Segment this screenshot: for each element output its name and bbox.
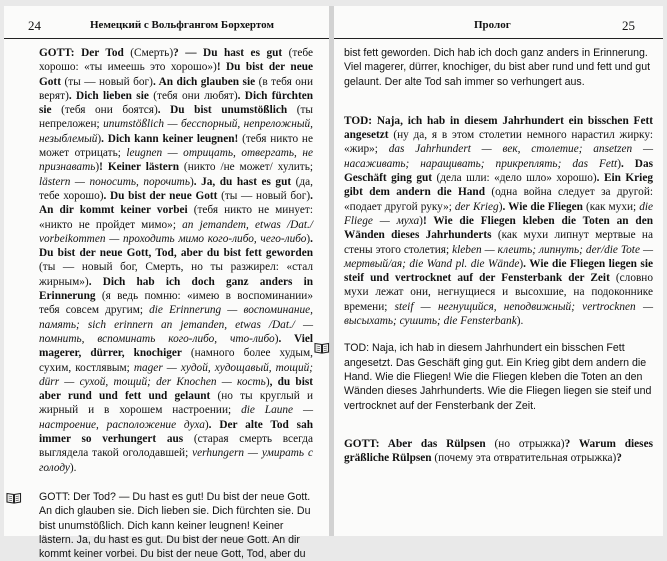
right-page (334, 6, 663, 536)
left-page-body (39, 46, 313, 561)
left-page (4, 6, 329, 561)
open-book-icon (6, 492, 22, 504)
left-running-title: Немецкий с Вольфгангом Борхертом (90, 19, 274, 31)
right-continuation-text: bist fett geworden. Dich hab ich doch ganz anders in Erinnerung. Viel magerer, dürrer, knochiger, du bist aber rund und fett und gut gelaunt. Der alte Tod sah immer so verhungert aus. (344, 47, 651, 88)
left-page-number: 24 (28, 18, 41, 33)
left-page-header (4, 18, 329, 39)
right-translation-text: TOD: Naja, ich hab in diesem Jahrhundert ein bisschen Fett angesetzt. Das Geschäft ging gut. Ein Krieg gibt dem andern die Hand. Wie die Fliegen! Wie die Fliegen kleben die Toten an den Wänden dieses Jahrhunderts. Wie die Fliegen liegen sie steif und vertrocknet auf der Fensterbank der Zeit. (344, 342, 652, 412)
right-next-annotated-text: GOTT: Aber das Rülpsen (но отрыжка)? Warum dieses gräßliche Rülpsen (почему эта отвратительная отрыжка)? (344, 437, 653, 465)
right-running-title: Пролог (474, 19, 511, 31)
left-translation-text: GOTT: Der Tod? — Du hast es gut! Du bist der neue Gott. An dich glauben sie. Dich lieben sie. Dich fürchten sie. Du bist unumstößlich. Dich kann keiner leugnen! Keiner lästern. Ja, du hast es gut. Du bist der neue Gott. An dir kommt keiner vorbei. Du bist der neue Gott, Tod, aber du (39, 490, 311, 561)
left-annotated-text: GOTT: Der Tod (Смерть)? — Du hast es gut (тебе хорошо: «ты имеешь это хорошо»)! Du bist der neue Gott (ты — новый бог). An dich glauben sie (в тебя они верят). Dich lieben sie (тебя они любят). Dich fürchten sie (тебя они боятся). Du bist unumstößlich (ты непреложен; unumstößlich — бесспорный, непреложный, незыблемый). Dich kann keiner leugnen! (тебя никто не может отрицать; leugnen — отрицать, отвергать, не признавать)! Keiner lästern (никто /не может/ хулить; lästern — поносить, порочить). Ja, du hast es gut (да, тебе хорошо). Du bist der neue Gott (ты — новый бог). An dir kommt keiner vorbei (тебя никто не минует: «никто не пройдет мимо»; an jemandem, etwas /Dat./ vorbeikommen — проходить мимо кого-либо, чего-либо). Du bist der neue Gott, Tod, aber du bist fett geworden (ты — новый бог, Смерть, но ты разжирел: «стал жирным»). Dich hab ich doch ganz anders in Erinnerung (я ведь помню: «имею в воспоминании» тебя совсем другим; die Erinnerung — воспоминание, память; sich erinnern an jemanden, etwas /Dat./ — помнить, вспоминать кого-либо, что-либо). Viel magerer, dürrer, knochiger (намного более худым, сухим, костлявым; mager — худой, худощавый, тощий; dürr — сухой, тощий; der Knochen — кость), du bist aber rund und fett und gelaunt (но ты круглый и жирный и в хорошем настроении; die Laune — настроение, расположение духа). Der alte Tod sah immer so verhungert aus (старая смерть всегда выглядела такой оголодавшей; verhungern — умирать с голоду). (39, 47, 314, 474)
right-translation-paragraph (344, 341, 653, 412)
right-page-body (344, 46, 653, 465)
right-page-header (334, 18, 663, 39)
left-translation-paragraph (39, 490, 313, 561)
open-book-icon (314, 342, 330, 354)
right-annotated-text: TOD: Naja, ich hab in diesem Jahrhundert ein bisschen Fett angesetzt (ну да, я в этом столетии немного нарастил жирку: «жир»; das Jahrhundert — век, столетие; ansetzen — насаживать; наращивать; прикреплять; das Fett). Das Geschäft ging gut (дела шли: «дело шло» хорошо). Ein Krieg gibt dem andern die Hand (одна война следует за другой: «подает другой руку»; der Krieg). Wie die Fliegen (как мухи; die Fliege — муха)! Wie die Fliegen kleben die Toten an den Wänden dieses Jahrhunderts (как мухи липнут мертвые на стены этого столетия; kleben — клеить; липнуть; der/die Tote — мертвый/ая; die Wand pl. die Wände). Wie die Fliegen liegen sie steif und vertrocknet auf der Fensterbank der Zeit (словно мухи лежат они, негнущиеся и высохшие, на подоконнике времени; steif — негнущийся, неподвижный; vertrocknen — высыхать; сушить; die Fensterbank). (344, 114, 654, 328)
right-page-number: 25 (622, 18, 635, 33)
